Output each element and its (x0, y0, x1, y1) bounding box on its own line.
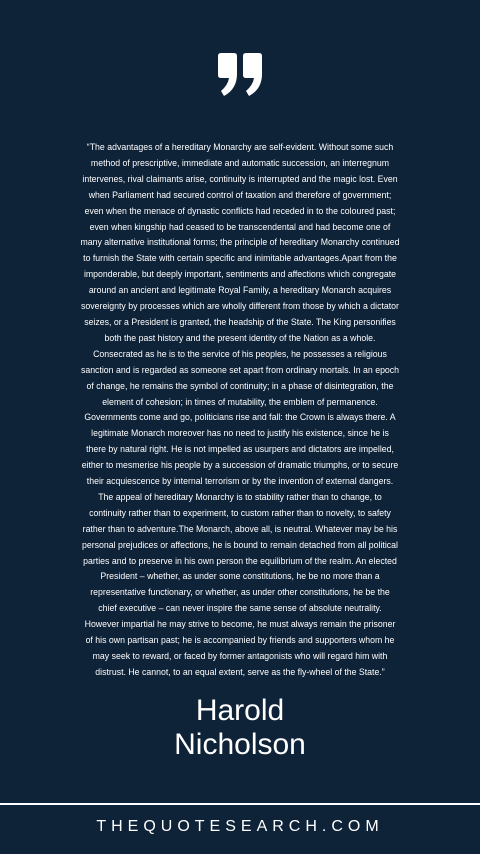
author-name (0, 694, 480, 762)
author-last-name: Nicholson (174, 728, 306, 761)
closing-quote-icon (217, 52, 263, 98)
quote-text: “The advantages of a hereditary Monarchy are self-evident. Without some such method of prescriptive, immediate and automatic succession, an interregnum intervenes, rival claimants arise, continuity is interrupted and the magic lost. Even when Parliament had secured control of taxation and therefore of government; even when the menace of dynastic conflicts had receded in to the coloured past; even when kingship had ceased to be transcendental and had become one of many alternative institutional forms; the principle of hereditary Monarchy continued to furnish the State with certain specific and inimitable advantages.Apart from the imponderable, but deeply important, sentiments and affections which congregate around an ancient and legitimate Royal Family, a hereditary Monarch acquires sovereignty by processes which are wholly different from those by which a dictator seizes, or a President is granted, the headship of the State. The King personifies both the past history and the present identity of the Nation as a whole. Consecrated as he is to the service of his peoples, he possesses a religious sanction and is regarded as someone set apart from ordinary mortals. In an epoch of change, he remains the symbol of continuity; in a phase of disintegration, the element of cohesion; in times of mutability, the emblem of permanence. Governments come and go, politicians rise and fall: the Crown is always there. A legitimate Monarch moreover has no need to justify his existence, since he is there by natural right. He is not impelled as usurpers and dictators are impelled, either to mesmerise his people by a succession of dramatic triumphs, or to secure their acquiescence by internal terrorism or by the invention of external dangers. The appeal of hereditary Monarchy is to stability rather than to change, to continuity rather than to experiment, to custom rather than to novelty, to safety rather than to adventure.The Monarch, above all, is neutral. Whatever may be his personal prejudices or affections, he is bound to remain detached from all political parties and to preserve in his own person the equilibrium of the realm. An elected President – whether, as under some constitutions, he be no more than a representative functionary, or whether, as under other constitutions, he be the chief executive – can never inspire the same sense of absolute neutrality. However impartial he may strive to become, he must always remain the prisoner of his own partisan past; he is accompanied by friends and supporters whom he may seek to reward, or faced by former antagonists who will regard him with distrust. He cannot, to an equal extent, serve as the fly-wheel of the State.” (80, 142, 400, 677)
quote-mark-icon (0, 52, 480, 102)
author-first-name: Harold (195, 694, 285, 727)
footer-divider (0, 803, 480, 805)
site-name: THEQUOTESEARCH.COM (96, 818, 384, 835)
